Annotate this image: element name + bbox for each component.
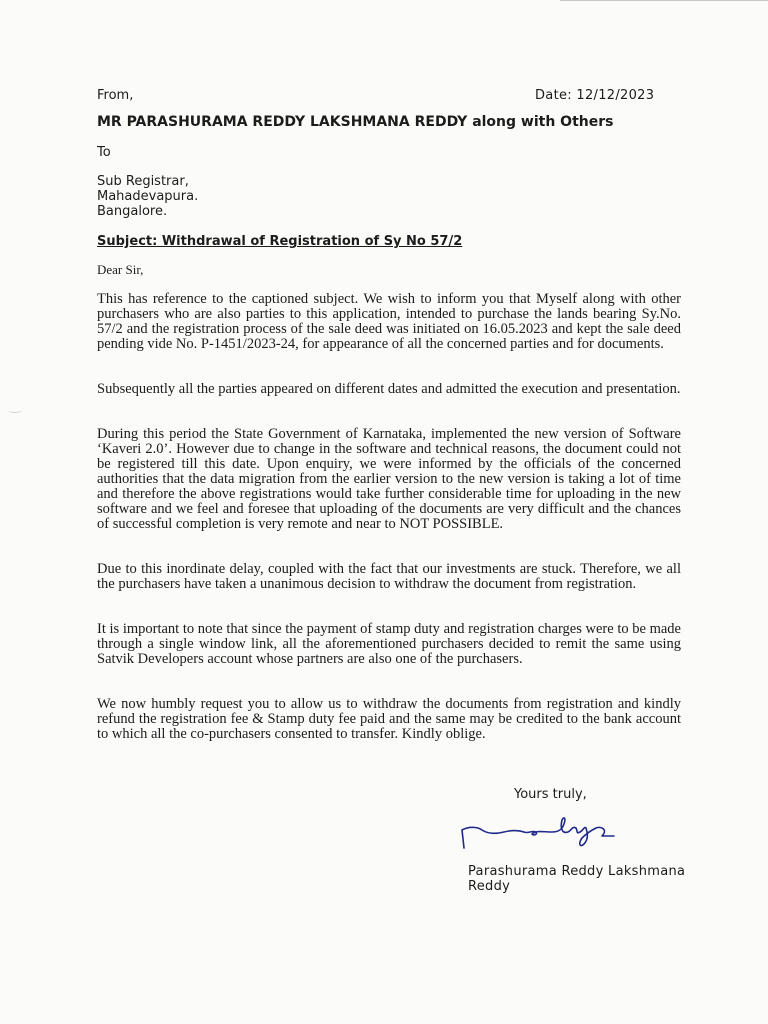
body-paragraph-4: Due to this inordinate delay, coupled with the fact that our investments are stuck. Therefore, we all the purchasers have taken a unanimous decision to withdraw the document from registration. bbox=[97, 561, 681, 592]
signer-name: Parashurama Reddy Lakshmana Reddy bbox=[468, 864, 686, 894]
body-paragraph-5: It is important to note that since the payment of stamp duty and registration charges were to be made through a single window link, all the aforementioned purchasers decided to remit the same using Satvik Developers account whose partners are also one of the purchasers. bbox=[97, 621, 681, 667]
sender-name: MR PARASHURAMA REDDY LAKSHMANA REDDY along with Others bbox=[97, 114, 614, 130]
recipient-line-3: Bangalore. bbox=[97, 204, 168, 219]
body-paragraph-3: During this period the State Government of Karnataka, implemented the new version of Software ‘Kaveri 2.0’. However due to change in the software and technical reasons, the document could not be registered till this date. Upon enquiry, we were informed by the officials of the concerned authorities that the data migration from the earlier version to the new version is taking a lot of time and therefore the above registrations would take further considerable time for uploading in the new software and we feel and foresee that uploading of the documents are very difficult and the chances of successful completion is very remote and near to NOT POSSIBLE. bbox=[97, 426, 681, 532]
body-paragraph-6: We now humbly request you to allow us to withdraw the documents from registration and kindly refund the registration fee & Stamp duty fee paid and the same may be credited to the bank account to which all the co-purchasers consented to transfer. Kindly oblige. bbox=[97, 696, 681, 742]
subject-line: Subject: Withdrawal of Registration of Sy No 57/2 bbox=[97, 234, 463, 249]
date-label: Date: 12/12/2023 bbox=[535, 88, 655, 103]
from-label: From, bbox=[97, 88, 134, 103]
scan-edge-line bbox=[560, 0, 768, 1]
handwritten-signature bbox=[452, 808, 652, 858]
signature-stroke bbox=[462, 818, 614, 848]
body-paragraph-1: This has reference to the captioned subject. We wish to inform you that Myself along with other purchasers who are also parties to this application, intended to purchase the lands bearing Sy.No. 57/2 and the registration process of the sale deed was initiated on 16.05.2023 and kept the sale deed pending vide No. P-1451/2023-24, for appearance of all the concerned parties and for documents. bbox=[97, 291, 681, 352]
closing: Yours truly, bbox=[514, 787, 587, 802]
to-label: To bbox=[97, 145, 111, 160]
recipient-line-2: Mahadevapura. bbox=[97, 189, 199, 204]
body-paragraph-2: Subsequently all the parties appeared on different dates and admitted the execution and presentation. bbox=[97, 381, 681, 397]
salutation: Dear Sir, bbox=[97, 262, 144, 277]
scan-speck bbox=[8, 408, 22, 413]
recipient-line-1: Sub Registrar, bbox=[97, 174, 189, 189]
